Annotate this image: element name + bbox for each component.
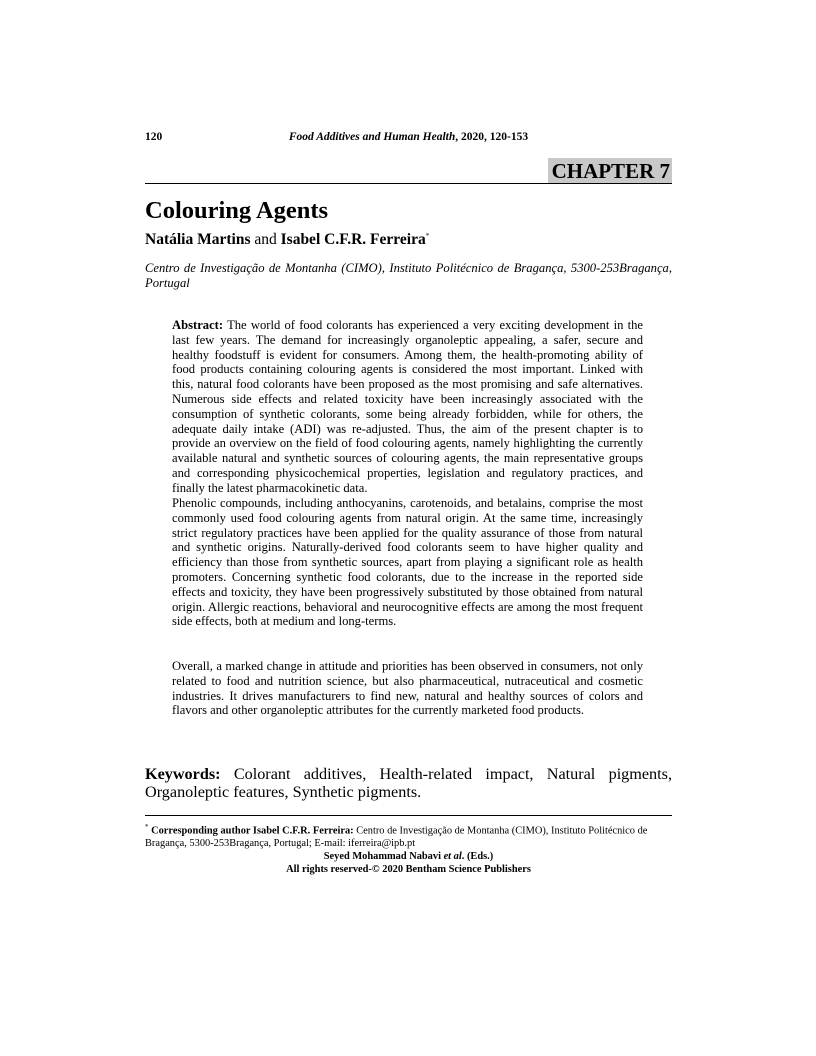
- header-rule: [145, 183, 672, 184]
- chapter-label: CHAPTER 7: [548, 158, 672, 183]
- keywords-text: Colorant additives, Health-related impact, Natural pigments, Organoleptic features, Synthetic pigments.: [145, 765, 672, 801]
- footnote-mark: *: [145, 823, 149, 831]
- abstract-label: Abstract:: [172, 318, 224, 332]
- citation: , 2020, 120-153: [455, 131, 529, 143]
- footnote-rule: [145, 815, 672, 816]
- footnote-label: Corresponding author Isabel C.F.R. Ferreira:: [148, 825, 354, 837]
- authors: [145, 231, 429, 249]
- author-conjunction: and: [250, 231, 281, 248]
- keywords-label: Keywords:: [145, 765, 221, 783]
- editor-suffix: . (Eds.): [461, 851, 494, 862]
- page-number: 120: [145, 131, 163, 143]
- footnote: [145, 821, 672, 850]
- abstract-paragraph-2: Phenolic compounds, including anthocyanins, carotenoids, and betalains, comprise the most commonly used food colouring agents from natural origin. At the same time, increasingly strict regulatory practices have been applied for the quality assurance of those from natural and synthetic origins. Naturally-derived food colorants seem to have higher quality and efficiency than those from synthetic sources, apart from playing a significant role as health promoters. Concerning synthetic food colorants, due to the increase in the reported side effects and toxicity, they have been progressively substituted by those obtained from natural origin. Allergic reactions, behavioral and neurocognitive effects are among the most frequent side effects, both at medium and long-terms.: [172, 496, 643, 629]
- abstract-text: The world of food colorants has experienced a very exciting development in the last few years. The demand for increasingly organoleptic appealing, a safer, secure and healthy foodstuff is evident for consumers. Among them, the health-promoting ability of food products containing colouring agents is considered the most important. Linked with this, natural food colorants have been proposed as the most promising and safe alternatives. Numerous side effects and related toxicity have been increasingly associated with the consumption of synthetic colorants, some being already forbidden, while for others, the adequate daily intake (ADI) was re-adjusted. Thus, the aim of the present chapter is to provide an overview on the field of food colouring agents, namely highlighting the currently available natural and synthetic sources of colouring agents, the main representative groups and corresponding physicochemical properties, legislation and regulatory practices, and finally the latest pharmacokinetic data.: [172, 318, 643, 495]
- abstract-paragraph-3: Overall, a marked change in attitude and priorities has been observed in consumers, not only related to food and nutrition science, but also pharmaceutical, nutraceutical and cosmetic industries. It drives manufacturers to find new, natural and healthy sources of colors and flavors and other organoleptic attributes for the currently marketed food products.: [172, 659, 643, 718]
- footnote-text: Centro de Investigação de Montanha (CIMO), Instituto Politécnico de Bragança, 5300-253Bragança, Portugal; E-mail: iferreira@ipb.pt: [145, 825, 648, 850]
- chapter-title: Colouring Agents: [145, 197, 329, 224]
- journal-title: Food Additives and Human Health: [288, 131, 456, 143]
- copyright: All rights reserved-© 2020 Bentham Science Publishers: [286, 864, 531, 875]
- running-header: [145, 131, 672, 143]
- abstract-paragraph-1: [172, 318, 643, 496]
- author-1: Natália Martins: [145, 231, 251, 248]
- editor-names: Seyed Mohammad Nabavi: [323, 851, 444, 862]
- editor-etal: et al: [443, 851, 462, 862]
- affiliation: Centro de Investigação de Montanha (CIMO), Instituto Politécnico de Bragança, 5300-253Bragança, Portugal: [145, 261, 672, 290]
- keywords: [145, 765, 672, 801]
- author-2: Isabel C.F.R. Ferreira: [280, 231, 426, 248]
- editors: [145, 851, 672, 862]
- corresponding-mark: *: [425, 231, 430, 240]
